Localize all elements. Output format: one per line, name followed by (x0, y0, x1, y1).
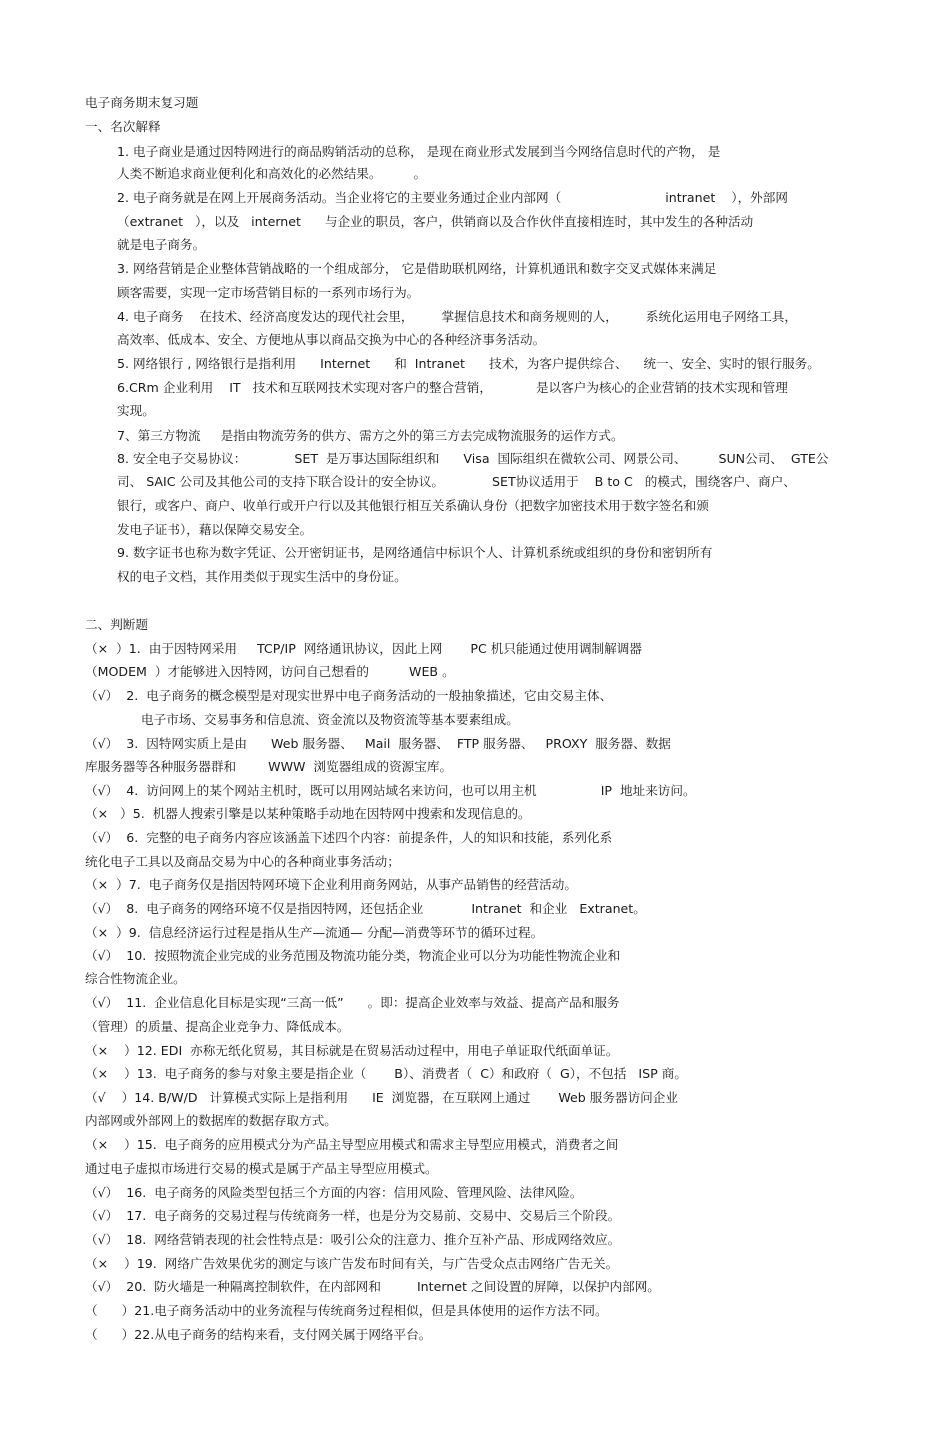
question-line: 电子市场、交易事务和信息流、资金流以及物资流等基本要素组成。 (85, 712, 519, 727)
question-line: （管理）的质量、提高企业竞争力、降低成本。 (85, 1019, 350, 1034)
definition-line: 4. 电子商务 在技术、经济高度发达的现代社会里， 掌握信息技术和商务规则的人， 系统化运用电子网络工具， (117, 309, 797, 324)
definition-line: 实现。 (117, 403, 155, 418)
question-line: （MODEM ）才能够进入因特网，访问自己想看的 WEB 。 (85, 664, 455, 679)
definition-line: 2. 电子商务就是在网上开展商务活动。当企业将它的主要业务通过企业内部网（ intranet ），外部网 (117, 190, 788, 205)
question-line: （√） 6. 完整的电子商务内容应该涵盖下述四个内容：前提条件，人的知识和技能，系列化系 (85, 830, 613, 845)
definition-line: 顾客需要，实现一定市场营销目标的一系列市场行为。 (117, 285, 420, 300)
question-line: （× ）9. 信息经济运行过程是指从生产—流通— 分配—消费等环节的循环过程。 (85, 925, 544, 940)
question-line: （× ）1. 由于因特网采用 TCP/IP 网络通讯协议，因此上网 PC 机只能通过使用调制解调器 (85, 641, 642, 656)
definition-line: （extranet ），以及 internet 与企业的职员，客户，供销商以及合作伙伴直接相连时，其中发生的各种活动 (117, 214, 754, 229)
document-title: 电子商务期末复习题 (85, 95, 199, 110)
definition-line: 3. 网络营销是企业整体营销战略的一个组成部分， 它是借助联机网络，计算机通讯和数字交叉式媒体来满足 (117, 261, 717, 276)
question-line: （× ）19. 网络广告效果优劣的测定与该广告发布时间有关，与广告受众点击网络广告无关。 (85, 1256, 619, 1271)
question-line: 综合性物流企业。 (85, 971, 186, 986)
definition-line: 权的电子文档，其作用类似于现实生活中的身份证。 (117, 569, 407, 584)
question-line: （× ）15. 电子商务的应用模式分为产品主导型应用模式和需求主导型应用模式，消费者之间 (85, 1137, 619, 1152)
question-line: （√） 20. 防火墙是一种隔离控制软件，在内部网和 Internet 之间设置的屏障，以保护内部网。 (85, 1279, 660, 1294)
question-line: （√） 17. 电子商务的交易过程与传统商务一样，也是分为交易前、交易中、交易后三个阶段。 (85, 1208, 621, 1223)
question-line: 统化电子工具以及商品交易为中心的各种商业事务活动； (85, 854, 400, 869)
question-line: （√） 2. 电子商务的概念模型是对现实世界中电子商务活动的一般抽象描述，它由交易主体、 (85, 688, 613, 703)
definition-line: 7、第三方物流 是指由物流劳务的供方、需方之外的第三方去完成物流服务的运作方式。 (117, 428, 624, 443)
question-line: （√） 18. 网络营销表现的社会性特点是：吸引公众的注意力、推介互补产品、形成网络效应。 (85, 1232, 621, 1247)
definition-line: 8. 安全电子交易协议： SET 是万事达国际组织和 Visa 国际组织在微软公司、网景公司、 SUN公司、 GTE公 (117, 451, 829, 466)
section-heading-definitions: 一、名次解释 (85, 119, 161, 134)
question-line: （ ）21.电子商务活动中的业务流程与传统商务过程相似，但是具体使用的运作方法不同。 (85, 1303, 608, 1318)
question-line: （× ）12. EDI 亦称无纸化贸易，其目标就是在贸易活动过程中，用电子单证取代纸面单证。 (85, 1043, 619, 1058)
question-line: （× ）5. 机器人搜索引擎是以某种策略手动地在因特网中搜索和发现信息的。 (85, 806, 531, 821)
question-line: （√） 11. 企业信息化目标是实现“三高一低” 。即：提高企业效率与效益、提高产品和服务 (85, 995, 620, 1010)
definition-line: 高效率、低成本、安全、方便地从事以商品交换为中心的各种经济事务活动。 (117, 332, 546, 347)
definition-line: 6.CRm 企业利用 IT 技术和互联网技术实现对客户的整合营销， 是以客户为核心的企业营销的技术实现和管理 (117, 380, 788, 395)
question-line: 通过电子虚拟市场进行交易的模式是属于产品主导型应用模式。 (85, 1161, 438, 1176)
question-line: （√ ）14. B/W/D 计算模式实际上是指利用 IE 浏览器，在互联网上通过 Web 服务器访问企业 (85, 1090, 678, 1105)
definition-line: 1. 电子商业是通过因特网进行的商品购销活动的总称， 是现在商业形式发展到当今网络信息时代的产物， 是 (117, 144, 721, 159)
definition-line: 就是电子商务。 (117, 237, 206, 252)
section-heading-true-false: 二、判断题 (85, 617, 148, 632)
definition-line: 9. 数字证书也称为数字凭证、公开密钥证书，是网络通信中标识个人、计算机系统或组织的身份和密钥所有 (117, 545, 713, 560)
definition-line: 银行，或客户、商户、收单行或开户行以及其他银行相互关系确认身份（把数字加密技术用于数字签名和颁 (117, 498, 709, 513)
question-line: （√） 4. 访问网上的某个网站主机时，既可以用网站域名来访问，也可以用主机 IP 地址来访问。 (85, 783, 696, 798)
question-line: （ ）22.从电子商务的结构来看，支付网关属于网络平台。 (85, 1327, 432, 1342)
definition-line: 发电子证书），藉以保障交易安全。 (117, 522, 313, 537)
question-line: （√） 16. 电子商务的风险类型包括三个方面的内容：信用风险、管理风险、法律风险。 (85, 1185, 583, 1200)
question-line: 内部网或外部网上的数据库的数据存取方式。 (85, 1113, 337, 1128)
definition-line: 人类不断追求商业便利化和高效化的必然结果。 。 (117, 166, 427, 181)
definition-line: 5. 网络银行 , 网络银行是指利用 Internet 和 Intranet 技术，为客户提供综合、 统一、安全、实时的银行服务。 (117, 356, 820, 371)
question-line: （√） 10. 按照物流企业完成的业务范围及物流功能分类，物流企业可以分为功能性物流企业和 (85, 948, 621, 963)
question-line: （√） 3. 因特网实质上是由 Web 服务器、 Mail 服务器、 FTP 服务器、 PROXY 服务器、数据 (85, 736, 671, 751)
question-line: （√） 8. 电子商务的网络环境不仅是指因特网，还包括企业 Intranet 和企业 Extranet。 (85, 901, 646, 916)
question-line: （× ）13. 电子商务的参与对象主要是指企业（ B）、消费者（ C）和政府（ G），不包括 ISP 商。 (85, 1066, 687, 1081)
question-line: （× ）7. 电子商务仅是指因特网环境下企业利用商务网站，从事产品销售的经营活动。 (85, 877, 577, 892)
definition-line: 司、 SAIC 公司及其他公司的支持下联合设计的安全协议。 SET协议适用于 B to C 的模式，围绕客户、商户、 (117, 474, 796, 489)
question-line: 库服务器等各种服务器群和 WWW 浏览器组成的资源宝库。 (85, 759, 453, 774)
